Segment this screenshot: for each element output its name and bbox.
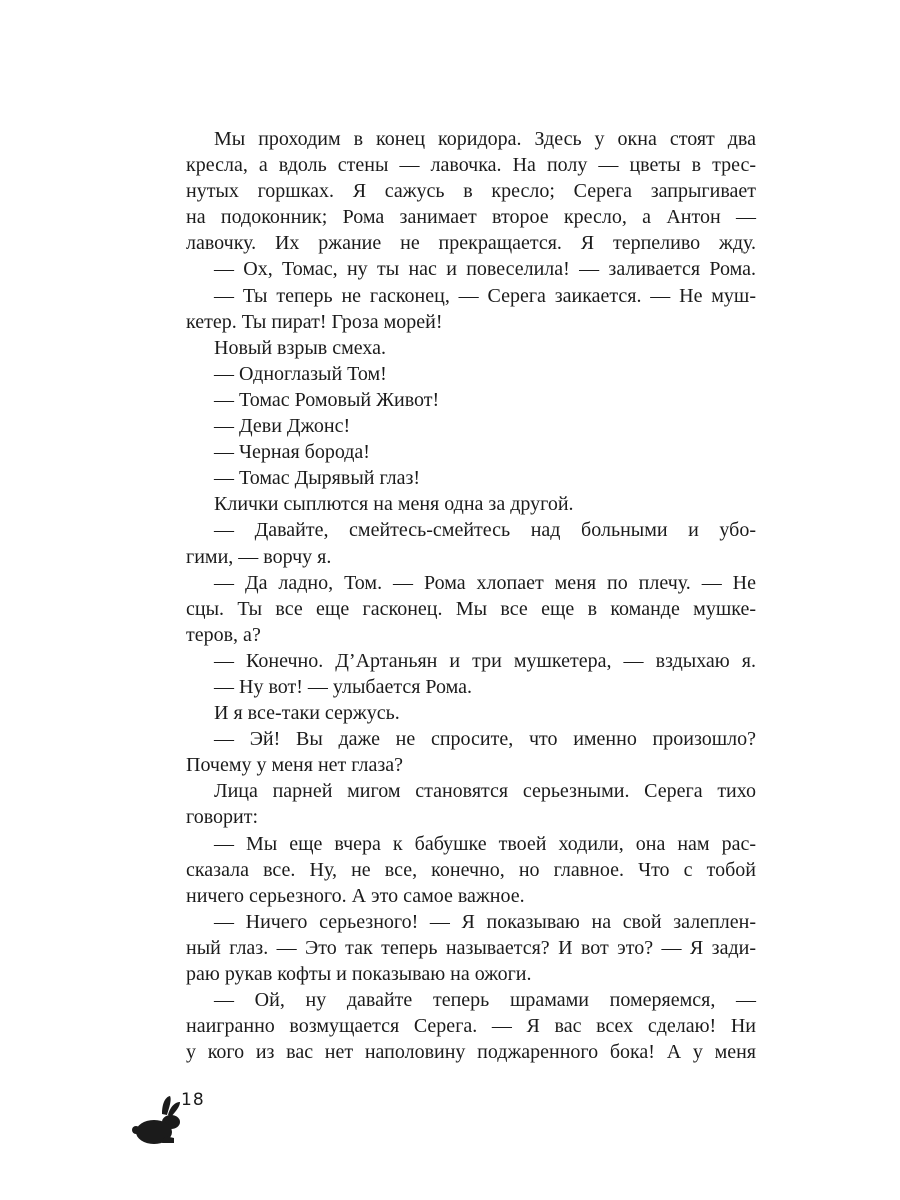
text-line: Почему у меня нет глаза? xyxy=(186,754,403,777)
text-line: — Томас Дырявый глаз! xyxy=(214,467,421,490)
text-line: — Одноглазый Том! xyxy=(214,362,387,385)
text-line: — Мы еще вчера к бабушке твоей ходили, она нам рас- xyxy=(214,832,756,855)
text-line: кетер. Ты пират! Гроза морей! xyxy=(186,310,443,333)
text-line: ничего серьезного. А это самое важное. xyxy=(186,884,525,907)
text-line: раю рукав кофты и показываю на ожоги. xyxy=(186,963,532,985)
text-line: ный глаз. — Это так теперь называется? И вот это? — Я зади- xyxy=(186,936,756,959)
page-number: 18 xyxy=(181,1090,205,1110)
text-line: — Черная борода! xyxy=(214,441,370,464)
body-text xyxy=(186,126,756,1065)
text-line: у кого из вас нет наполовину поджаренного бока! А у меня xyxy=(186,1041,756,1064)
text-line: — Ой, ну давайте теперь шрамами померяемся, — xyxy=(214,989,756,1012)
text-line: И я все-таки сержусь. xyxy=(214,702,400,725)
text-line: Мы проходим в конец коридора. Здесь у окна стоят два xyxy=(214,128,756,150)
text-line: теров, а? xyxy=(186,623,261,646)
text-line: наигранно возмущается Серега. — Я вас всех сделаю! Ни xyxy=(186,1015,756,1038)
text-line: — Ну вот! — улыбается Рома. xyxy=(214,675,473,698)
text-line: нутых горшках. Я сажусь в кресло; Серега запрыгивает xyxy=(186,180,756,203)
text-line: — Томас Ромовый Живот! xyxy=(214,388,440,411)
text-line: Новый взрыв смеха. xyxy=(214,336,387,359)
text-line: сказала все. Ну, не все, конечно, но главное. Что с тобой xyxy=(186,858,756,881)
text-line: — Ох, Томас, ну ты нас и повеселила! — заливается Рома. xyxy=(214,258,756,281)
text-line: кресла, а вдоль стены — лавочка. На полу — цветы в трес- xyxy=(186,154,756,177)
text-line: говорит: xyxy=(186,806,259,829)
text-line: — Давайте, смейтесь-смейтесь над больными и убо- xyxy=(214,519,756,542)
text-line: — Конечно. Д’Артаньян и три мушкетера, — вздыхаю я. xyxy=(214,649,756,672)
text-line: Лица парней мигом становятся серьезными. Серега тихо xyxy=(214,780,756,803)
text-line: гими, — ворчу я. xyxy=(186,545,332,568)
text-line: сцы. Ты все еще гасконец. Мы все еще в команде мушке- xyxy=(186,597,756,620)
text-line: — Ничего серьезного! — Я показываю на свой залеплен- xyxy=(214,910,756,933)
text-line: — Эй! Вы даже не спросите, что именно произошло? xyxy=(214,728,756,751)
rabbit-icon xyxy=(132,1094,186,1146)
text-line: лавочку. Их ржание не прекращается. Я терпеливо жду. xyxy=(186,232,756,255)
text-line: — Ты теперь не гасконец, — Серега заикается. — Не муш- xyxy=(214,284,756,307)
text-line: на подоконник; Рома занимает второе кресло, а Антон — xyxy=(186,206,756,229)
text-line: Клички сыплются на меня одна за другой. xyxy=(214,493,574,516)
text-line: — Да ладно, Том. — Рома хлопает меня по плечу. — Не xyxy=(214,571,756,594)
text-line: — Деви Джонс! xyxy=(214,415,351,438)
